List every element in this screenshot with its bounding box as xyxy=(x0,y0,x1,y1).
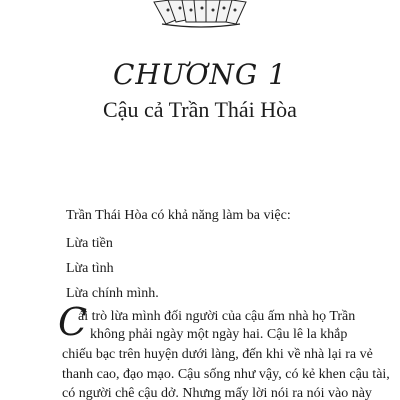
playing-cards-fan-icon xyxy=(146,0,256,28)
paragraph-line: không phải ngày một ngày hai. Cậu lê la khắp xyxy=(90,327,348,342)
list-item: Lừa tình xyxy=(66,261,114,276)
paragraph-line: chiếu bạc trên huyện dưới làng, đến khi về nhà lại ra vẻ xyxy=(62,347,373,362)
chapter-heading: CHƯƠNG 1 xyxy=(113,58,287,91)
paragraph-line: có người chê cậu dở. Nhưng mấy lời nói ra nói vào này xyxy=(62,386,372,400)
list-item: Lừa chính mình. xyxy=(66,286,159,301)
chapter-title: Cậu cả Trần Thái Hòa xyxy=(103,97,297,122)
drop-cap: C xyxy=(58,300,88,344)
paragraph-line: thanh cao, đạo mạo. Cậu sống như vậy, có kẻ khen cậu tài, xyxy=(62,367,390,382)
list-item: Lừa tiền xyxy=(66,236,113,251)
paragraph-line: ái trò lừa mình đối người của cậu ấm nhà họ Trần xyxy=(78,309,356,324)
intro-line: Trần Thái Hòa có khả năng làm ba việc: xyxy=(66,208,291,223)
